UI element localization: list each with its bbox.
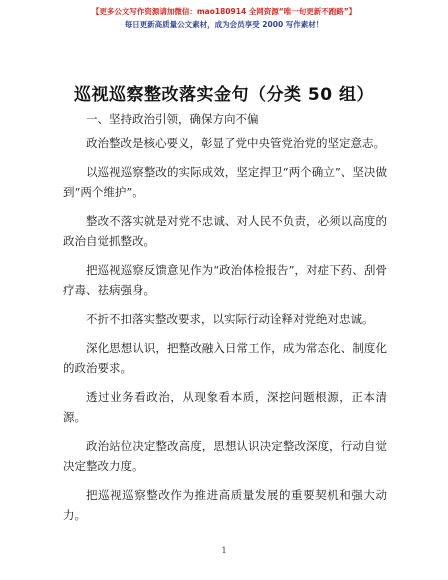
paragraph: 深化思想认识，把整改融入日常工作，成为常态化、制度化的政治要求。 <box>63 341 387 375</box>
paragraph: 整改不落实就是对党不忠诚、对人民不负责，必须以高度的政治自觉抓整改。 <box>63 214 387 248</box>
paragraph: 透过业务看政治，从现象看本质，深挖问题根源，正本清源。 <box>63 390 387 424</box>
document-title: 巡视巡察整改落实金句（分类 50 组） <box>74 85 374 105</box>
document-body <box>63 109 387 534</box>
paragraph: 政治站位决定整改高度，思想认识决定整改深度，行动自觉决定整改力度。 <box>63 439 387 473</box>
section-heading: 一、坚持政治引领，确保方向不偏 <box>86 112 259 126</box>
paragraph: 把巡视巡察整改作为推进高质量发展的重要契机和强大动力。 <box>63 488 387 522</box>
page-number: 1 <box>221 546 227 555</box>
promo-header <box>0 5 448 31</box>
paragraph: 把巡视巡察反馈意见作为“政治体检报告”，对症下药、刮骨疗毒、祛病强身。 <box>63 263 387 297</box>
paragraph: 政治整改是核心要义，彰显了党中央管党治党的坚定意志。 <box>86 136 385 150</box>
promo-line-membership: 每日更新高质量公文素材，成为会员享受 2000 写作素材！ <box>124 20 324 29</box>
promo-line-wechat: 【更多公文写作资源请加微信：mao180914 全网资源“唯一旬更新不跑路”】 <box>91 7 357 16</box>
paragraph: 以巡视巡察整改的实际成效，坚定捍卫“两个确立”、坚决做到“两个维护”。 <box>63 165 387 199</box>
paragraph: 不折不扣落实整改要求，以实际行动诠释对党绝对忠诚。 <box>86 312 374 326</box>
